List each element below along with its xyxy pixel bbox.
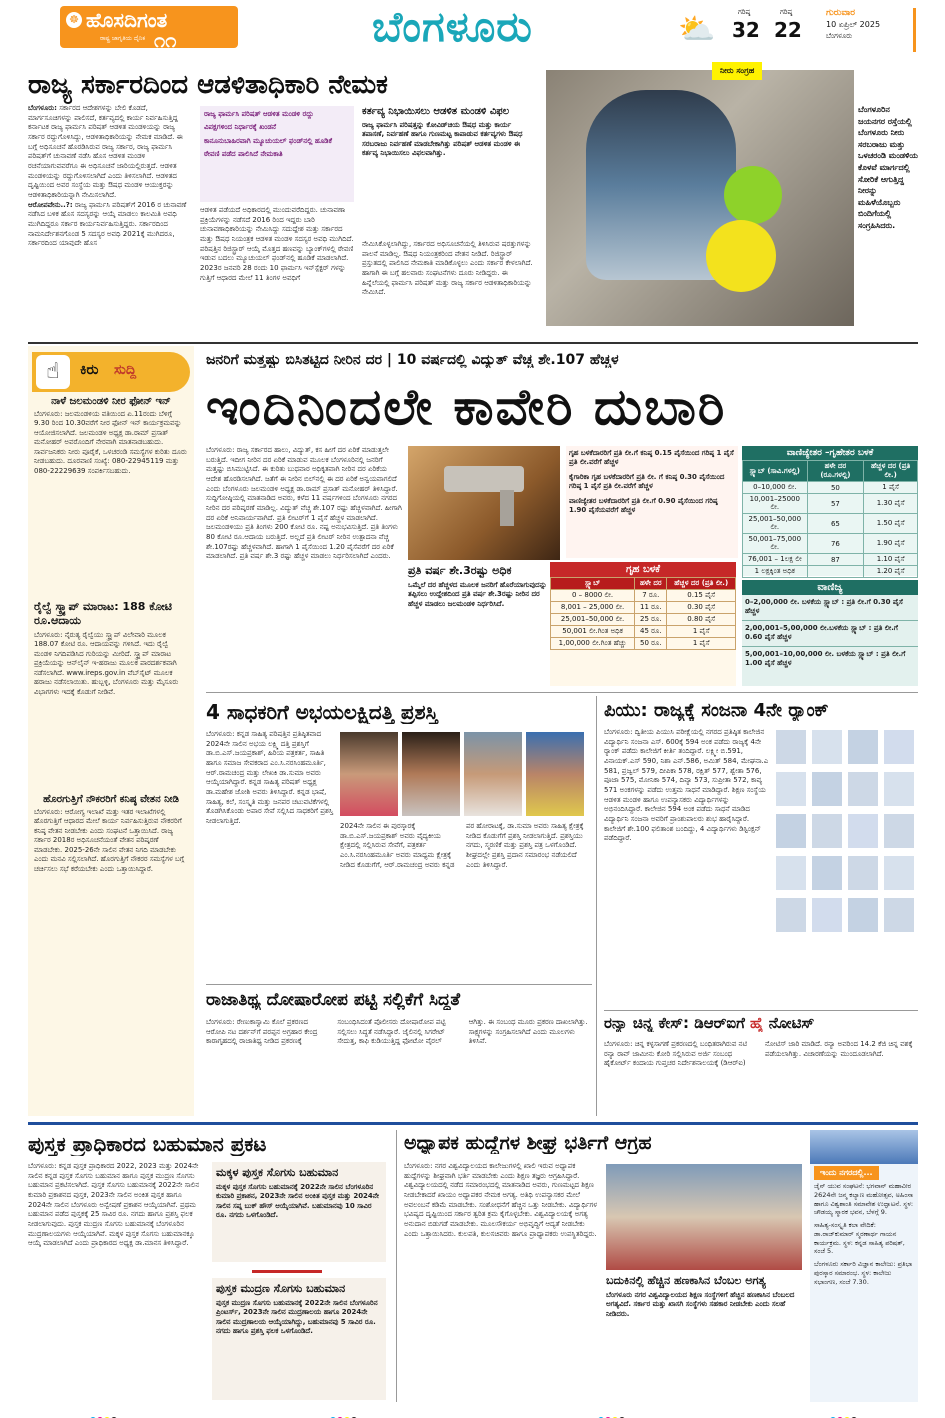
- puc-body: ಬೆಂಗಳೂರು: ದ್ವಿತೀಯ ಪಿಯುಸಿ ಪರೀಕ್ಷೆಯಲ್ಲಿ ನಗರದ ಪ್ರತಿಷ್ಠಿತ ಕಾಲೇಜಿನ ವಿದ್ಯಾರ್ಥಿನಿ ಸಂಜನಾ ಎಸ್. 600ಕ್ಕೆ 594 ಅಂಕ ಪಡೆದು ರಾಜ್ಯಕ್ಕೆ 4ನೇ ರ‍್ಯಾಂಕ್ ಪಡೆದು ಕಾಲೇಜಿಗೆ ಕೀರ್ತಿ ತಂದಿದ್ದಾರೆ. ಲಕ್ಷ್ಮೀ ಬಿ.591, ವಿನಾಯಕ್.ಎಸ್ 590, ನಿಶಾ ಎನ್.586, ಅಮಿತ್ 584, ಮೇಘನಾ.ಎ 581, ಪ್ರಜ್ವಲ್ 579, ದೀಪಿಕಾ 578, ರಕ್ಷಿತ್ 577, ಶ್ವೇತಾ 576, ಪೂಜಾ 575, ಮೋನಿಕಾ 574, ದಿವ್ಯಾ 573, ಸುಪ್ರೀತಾ 572, ಕಾವ್ಯ 571 ಅಂಕಗಳನ್ನು ಪಡೆದು ಉತ್ತಮ ಸಾಧನೆ ಮಾಡಿದ್ದಾರೆ. ಶಿಕ್ಷಣ ಸಂಸ್ಥೆಯ ಆಡಳಿತ ಮಂಡಳಿ ಹಾಗೂ ಉಪನ್ಯಾಸಕರು ವಿದ್ಯಾರ್ಥಿಗಳನ್ನು ಅಭಿನಂದಿಸಿದ್ದಾರೆ. ಕಾಲೇಜಿನ 594 ಅಂಕ ಪಡೆದು ಸಾಧನೆ ಮಾಡಿದ ವಿದ್ಯಾರ್ಥಿನಿ ಸಂಜನಾ ಅವರಿಗೆ ಪ್ರಾಂಶುಪಾಲರು ಶುಭ ಹಾರೈಸಿದ್ದಾರೆ. ಕಾಲೇಜಿಗೆ ಶೇ.100 ಫಲಿತಾಂಶ ಬಂದಿದ್ದು, 4 ವಿದ್ಯಾರ್ಥಿಗಳು ಡಿಸ್ಟಿಂಕ್ಷನ್ ಪಡೆದಿದ್ದಾರೆ.: [604, 728, 769, 843]
- min-label: ಗರಿಷ್ಠ: [780, 8, 793, 16]
- commercial-box: [742, 580, 918, 686]
- kirusuddi-header: [32, 352, 190, 392]
- student-photo: [812, 730, 842, 764]
- divider: [28, 1122, 918, 1125]
- table-row: [551, 602, 736, 614]
- commercial-item: 2,00,001–5,00,000 ಲೀ.ಬಳಕೆಯ ಸ್ಲ್ಯಾಬ್ : ಪ್ರತಿ ಲೀ.ಗೆ 0.60 ಪೈಸೆ ಹೆಚ್ಚಳ: [742, 621, 918, 647]
- list-item: ಜೈನ್ ಯುವ ಸಂಘಟನೆ: ಭಗವಾನ್ ಮಹಾವೀರ 2624ನೇ ಜನ್ಮ ಕಲ್ಯಾಣ ಮಹೋತ್ಸವ, ಅಹಿಂಸಾ ಹಾಗೂ ವಿಶ್ವಶಾಂತಿ ಸಮಾವೇಶ ಉದ್ಘಾಟನೆ. ಸ್ಥಳ: ಚೌಡಯ್ಯ ಸ್ಮಾರಕ ಭವನ, ಬೆಳಗ್ಗೆ 9.: [814, 1182, 914, 1217]
- yellow-pot: [706, 220, 776, 292]
- table-row: [551, 626, 736, 638]
- nondomestic-title: ವಾಣಿಜ್ಯೇತರ –ಗೃಹೇತರ ಬಳಕೆ: [742, 446, 918, 460]
- cell: [807, 566, 864, 578]
- portrait-photo: [402, 732, 460, 816]
- col-header: ಹಳೇ ದರ: [635, 578, 667, 590]
- brief-body: ಬೆಂಗಳೂರು: ನೈರುತ್ಯ ರೈಲ್ವೆಯು ಸ್ಕ್ರ್ಯಾಪ್ ವಿಲೇವಾರಿ ಮೂಲಕ 188.07 ಕೋಟಿ ರೂ. ಆದಾಯವನ್ನು ಗಳಿಸಿದೆ. ಇದು ರೈಲ್ವೆ ಮಂಡಳಿ ನಿಗದಿಪಡಿಸಿದ ಗುರಿಯನ್ನು ಮೀರಿದೆ. ಸ್ಕ್ರ್ಯಾಪ್ ಮಾರಾಟ ಪ್ರಕ್ರಿಯೆಯನ್ನು ಆನ್‌ಲೈನ್ ಇ-ಹರಾಜು ಮೂಲಕ ಪಾರದರ್ಶಕವಾಗಿ ನಡೆಸಲಾಗಿದೆ. www.ireps.gov.in ವೆಬ್‌ಸೈಟ್ ಮೂಲಕ ಹರಾಜು ನಡೆಸಲಾಯಿತು. ಹುಬ್ಬಳ್ಳಿ, ಬೆಂಗಳೂರು ಮತ್ತು ಮೈಸೂರು ವಿಭಾಗಗಳು ಇದಕ್ಕೆ ಕೊಡುಗೆ ನೀಡಿವೆ.: [34, 631, 179, 696]
- dateline: ಬೆಂಗಳೂರು:: [28, 104, 57, 112]
- annual-body: ಒಮ್ಮೆಲೆ ದರ ಹೆಚ್ಚಳದ ಮೂಲಕ ಜನರಿಗೆ ಹೊರೆಯಾಗುವುದನ್ನು ತಪ್ಪಿಸಲು ಉದ್ದೇಶದಿಂದ ಪ್ರತಿ ವರ್ಷ ಶೇ.3ರಷ್ಟು ನೀರಿನ ದರ ಹೆಚ್ಚಳ ಮಾಡಲು ಜಲಮಂಡಳಿ ನಿರ್ಧರಿಸಿದೆ.: [408, 581, 547, 608]
- commercial-item: 5,00,001–10,00,000 ಲೀ. ಬಳಕೆಯ ಸ್ಲ್ಯಾಬ್ : ಪ್ರತಿ ಲೀ.ಗೆ 1.00 ಪೈಸೆ ಹೆಚ್ಚಳ: [745, 649, 906, 668]
- green-pot: [724, 166, 782, 224]
- annual-title: ಪ್ರತಿ ವರ್ಷ ಶೇ.3ರಷ್ಟು ಅಧಿಕ: [408, 564, 512, 577]
- divider: [604, 1010, 918, 1011]
- portrait-photo: [526, 732, 584, 816]
- cell: 1 ಪೈಸೆ: [864, 482, 918, 494]
- cell: 87: [807, 554, 864, 566]
- col-header: ಹೆಚ್ಚಳ ದರ (ಪ್ರತಿ ಲೀ.): [667, 578, 736, 590]
- registration-dots-right: [598, 1408, 626, 1418]
- tap-photo: [408, 446, 560, 560]
- table-row: [551, 590, 736, 602]
- brand-b: ಸುದ್ದಿ: [114, 362, 137, 378]
- domestic-table-box: [550, 562, 736, 686]
- water-photo: [546, 70, 854, 326]
- student-photo: [812, 856, 842, 890]
- domestic-title: ಗೃಹ ಬಳಕೆ: [550, 562, 736, 577]
- place: ಬೆಂಗಳೂರು: [826, 32, 853, 40]
- cell: 1.30 ಪೈಸೆ: [864, 494, 918, 514]
- cell: 8,001 – 25,000 ಲೀ.: [551, 602, 635, 614]
- student-photo: [776, 772, 806, 806]
- student-photo: [884, 772, 914, 806]
- sub-label: ಆರೋಪವೇನು..?:: [28, 200, 73, 209]
- date-block: [826, 8, 916, 52]
- domestic-table: [550, 577, 736, 650]
- brief-title: ರೈಲ್ವೆ ಸ್ಕ್ರ್ಯಾಪ್ ಮಾರಾಟ: 188 ಕೋಟಿ ರೂ.ಆದಾಯ: [34, 600, 172, 627]
- col-header: ಹಳೇ ದರ (ರೂ.ಗಳಲ್ಲಿ): [807, 461, 864, 482]
- student-photo: [776, 898, 806, 932]
- cell: 50: [807, 482, 864, 494]
- box1-title: ಮಕ್ಕಳ ಪುಸ್ತಕ ಸೊಗಸು ಬಹುಮಾನ: [216, 1166, 339, 1179]
- bullet-item: ರಾಜ್ಯ ಫಾರ್ಮಸಿ ಪರಿಷತ್ ಆಡಳಿತ ಮಂಡಳಿ ರದ್ದು: [204, 110, 314, 118]
- lead-kicker: ಜನರಿಗೆ ಮತ್ತಷ್ಟು ಬಿಸಿತಟ್ಟಿದ ನೀರಿನ ದರ | 10 ವರ್ಷದಲ್ಲಿ ವಿದ್ಯುತ್ ವೆಚ್ಚ ಶೇ.107 ಹೆಚ್ಚಳ: [206, 352, 619, 368]
- ranya-headline-b: ಹೈ: [750, 1014, 764, 1032]
- divider: [206, 692, 918, 693]
- cell: 0.30 ಪೈಸೆ: [667, 602, 736, 614]
- logo-block: [60, 6, 238, 48]
- finger-icon: ☝: [36, 355, 70, 389]
- city-skyline: [810, 1130, 918, 1164]
- cell: 0.80 ಪೈಸೆ: [667, 614, 736, 626]
- student-photo: [848, 730, 878, 764]
- story1-headline: ರಾಜ್ಯ ಸರ್ಕಾರದಿಂದ ಆಡಳಿತಾಧಿಕಾರಿ ನೇಮಕ: [28, 70, 388, 100]
- table-row: [743, 482, 918, 494]
- cell: 25 ರೂ.: [635, 614, 667, 626]
- book-headline: ಪುಸ್ತಕ ಪ್ರಾಧಿಕಾರದ ಬಹುಮಾನ ಪ್ರಕಟ: [28, 1132, 267, 1156]
- logo-tagline: ರಾಷ್ಟ್ರ ಜಾಗೃತಿಯ ದೈನಿಕ: [100, 35, 146, 42]
- cell: 25,001–50,000 ಲೀ.: [551, 614, 635, 626]
- table-row: [743, 534, 918, 554]
- award-photos: [340, 732, 584, 818]
- ranya-headline: [604, 1014, 918, 1032]
- student-photo: [848, 898, 878, 932]
- teacher-inset: [606, 1274, 802, 1402]
- page-number: ೧೧: [154, 28, 177, 52]
- brief-body: ಬೆಂಗಳೂರು: ಆರೋಗ್ಯ ಇಲಾಖೆ ಮತ್ತು ಇತರ ಇಲಾಖೆಗಳಲ್ಲಿ ಹೊರಗುತ್ತಿಗೆ ಆಧಾರದ ಮೇಲೆ ಕಾರ್ಯ ನಿರ್ವಹಿಸುತ್ತಿರುವ ನೌಕರರಿಗೆ ಕನಿಷ್ಠ ವೇತನ ನೀಡಬೇಕು ಎಂದು ಸಂಘಟನೆ ಒತ್ತಾಯಿಸಿದೆ. ರಾಜ್ಯ ಸರ್ಕಾರ 2018ರ ಅಧಿಸೂಚನೆಯಂತೆ ವೇತನ ಪರಿಷ್ಕರಣೆ ಮಾಡಬೇಕು. 2025-26ನೇ ಸಾಲಿನ ವೇತನ ನಿಗದಿ ಮಾಡಬೇಕು ಎಂದು ಮನವಿ ಸಲ್ಲಿಸಲಾಗಿದೆ. ಹೊರಗುತ್ತಿಗೆ ನೌಕರರ ಸಮಸ್ಯೆಗಳ ಬಗ್ಗೆ ಚರ್ಚಿಸಲು ಸಭೆ ಕರೆಯಬೇಕು ಎಂದು ಒತ್ತಾಯಿಸಿದ್ದಾರೆ.: [34, 808, 185, 873]
- cell: 65: [807, 514, 864, 534]
- ranya-headline-c: ನೋಟಿಸ್: [768, 1014, 815, 1032]
- cell: 50,001–75,000 ಲೀ.: [743, 534, 808, 554]
- tap-icon: [444, 466, 524, 492]
- date: 10 ಏಪ್ರಿಲ್ 2025: [826, 20, 881, 29]
- col-header: ಸ್ಲ್ಯಾಬ್: [551, 578, 635, 590]
- brief-3: [34, 794, 188, 1112]
- box2-body: ಪುಸ್ತಕ ಮುದ್ರಣ ಸೊಗಸು ಬಹುಮಾನಕ್ಕೆ 2022ನೇ ಸಾಲಿನ ಬೆಂಗಳೂರಿನ ಪ್ರಿಂಟರ್ಸ್, 2023ನೇ ಸಾಲಿನ ಮುದ್ರಣಾಲಯ ಹಾಗೂ 2024ನೇ ಸಾಲಿನ ಮುದ್ರಣಾಲಯ ಆಯ್ಕೆಯಾಗಿದ್ದು, ಬಹುಮಾನವು 5 ಸಾವಿರ ರೂ. ನಗದು ಹಾಗೂ ಪ್ರಶಸ್ತಿ ಫಲಕ ಒಳಗೊಂಡಿದೆ.: [216, 1299, 378, 1336]
- annual-box: [408, 564, 548, 684]
- student-photo: [884, 730, 914, 764]
- puc-headline: ಪಿಯು: ರಾಜ್ಯಕ್ಕೆ ಸಂಜನಾ 4ನೇ ರ‍್ಯಾಂಕ್: [604, 700, 829, 721]
- photo-caption: ಬೆಂಗಳೂರಿನ ಜಯನಗರ ರಸ್ತೆಯಲ್ಲಿ ಬೆಂಗಳೂರು ನೀರು ಸರಬರಾಜು ಮತ್ತು ಒಳಚರಂಡಿ ಮಂಡಳಿಯ ಕೊಳವೆ ಮಾರ್ಗದಲ್ಲಿ ಸೋರಿಕೆ ಆಗುತ್ತಿದ್ದ ನೀರನ್ನು ಮಹಿಳೆಯೊಬ್ಬರು ಬಿಂದಿಗೆಯಲ್ಲಿ ಸಂಗ್ರಹಿಸಿದರು.: [858, 105, 918, 230]
- book-box-1: [212, 1162, 386, 1262]
- cell: 1.10 ಪೈಸೆ: [864, 554, 918, 566]
- photo-tag: ನೀರು ಸಂಗ್ರಹ: [712, 62, 762, 80]
- cell: 1.90 ಪೈಸೆ: [864, 534, 918, 554]
- cell: 1,00,000 ಲೀ.ಗಿಂತ ಹೆಚ್ಚು: [551, 638, 635, 650]
- student-photo: [884, 856, 914, 890]
- cell: 76: [807, 534, 864, 554]
- story1-body-left: [28, 104, 192, 340]
- cell: 45 ರೂ.: [635, 626, 667, 638]
- lead-headline: ಇಂದಿನಿಂದಲೇ ಕಾವೇರಿ ದುಬಾರಿ: [206, 378, 727, 436]
- student-photo: [884, 898, 914, 932]
- registration-dots-left: [90, 1408, 118, 1418]
- today-title: ಇಂದು ನಗರದಲ್ಲಿ...: [814, 1166, 879, 1180]
- student-photo: [812, 814, 842, 848]
- weather-block: [676, 8, 808, 52]
- story1-text-left: ಸರ್ಕಾರದ ಆದೇಶಗಳನ್ನು ಬೇಲಿ ಕೊಡದೆ, ಮಾರ್ಗಸೂಚಿಗಳನ್ನು ಪಾಲಿಸದೆ, ಕರ್ತವ್ಯದಲ್ಲಿ ಕಾರ್ಯ ನಿರ್ವಹಿಸುತ್ತಿದ್ದ ಕರ್ನಾಟಕ ರಾಜ್ಯ ಫಾರ್ಮಸಿ ಪರಿಷತ್ ಆಡಳಿತ ಮಂಡಳಿಯನ್ನು ರಾಜ್ಯ ಸರ್ಕಾರ ರದ್ದುಗೊಳಿಸಿದ್ದು, ಆಡಳಿತಾಧಿಕಾರಿಯನ್ನು ನೇಮಕ ಮಾಡಿದೆ. ಈ ಬಗ್ಗೆ ಅಧಿಸೂಚನೆ ಹೊರಡಿಸಿರುವ ರಾಜ್ಯ ಸರ್ಕಾರ, ರಾಜ್ಯ ಫಾರ್ಮಸಿ ಪರಿಷತ್‌ಗೆ ಚುನಾವಣೆ ನಡೆಸಿ ಹೊಸ ಆಡಳಿತ ಮಂಡಳಿ ರಚನೆಯಾಗುವವರೆಗೂ ಈ ಅಧಿಸೂಚನೆ ಜಾರಿಯಲ್ಲಿರುತ್ತದೆ. ಆಡಳಿತ ಮಂಡಳಿಯನ್ನು ರದ್ದುಗೊಳಿಸಲಾಗಿದೆ ಎಂದು ತಿಳಿಸಲಾಗಿದೆ. ಆಡಳಿತದ ದೃಷ್ಟಿಯಿಂದ ಅವರ ಸಂಸ್ಥೆಯ ಮತ್ತು ಔಷಧ ಮಂಡಳಿ ಆಯುಕ್ತರನ್ನು ಆಡಳಿತಾಧಿಕಾರಿಯನ್ನಾಗಿ ನೇಮಿಸಲಾಗಿದೆ.: [28, 104, 183, 199]
- brief-title: ನಾಳೆ ಜಲಮಂಡಳಿ ನೀರ ಫೋನ್ ಇನ್: [51, 396, 171, 407]
- bullet-item: ವಾಣಿಜ್ಯೇತರ ಬಳಕೆದಾರರಿಗೆ ಪ್ರತಿ ಲೀ.ಗೆ 0.90 ಪೈಸೆಯಿಂದ ಗರಿಷ್ಠ 1.90 ಪೈಸೆಯವರೆಗೆ ಹೆಚ್ಚಳ: [569, 496, 718, 515]
- book-body: ಬೆಂಗಳೂರು: ಕನ್ನಡ ಪುಸ್ತಕ ಪ್ರಾಧಿಕಾರದ 2022, 2023 ಮತ್ತು 2024ನೇ ಸಾಲಿನ ಕನ್ನಡ ಪುಸ್ತಕ ಸೊಗಸು ಬಹುಮಾನ ಹಾಗೂ ಪುಸ್ತಕ ಮುದ್ರಣ ಸೊಗಸು ಬಹುಮಾನ ಪ್ರಕಟಿಸಲಾಗಿದೆ. ಪುಸ್ತಕ ಸೊಗಸು ಬಹುಮಾನಕ್ಕೆ 2022ನೇ ಸಾಲಿನ ಕುಮಾರಿ ಪ್ರಕಾಶನದ ಪುಸ್ತಕ, 2023ನೇ ಸಾಲಿನ ಅಂಕಿತ ಪುಸ್ತಕ ಹಾಗೂ 2024ನೇ ಸಾಲಿನ ಬೆಂಗಳೂರು ಅನ್ವೇಷಣೆ ಪ್ರಕಾಶನ ಆಯ್ಕೆಯಾಗಿವೆ. ಪ್ರಥಮ ಬಹುಮಾನ ಪಡೆದ ಪುಸ್ತಕಕ್ಕೆ 25 ಸಾವಿರ ರೂ. ನಗದು ಹಾಗೂ ಪ್ರಶಸ್ತಿ ಫಲಕ ನೀಡಲಾಗುವುದು. ಪುಸ್ತಕ ಮುದ್ರಣ ಸೊಗಸು ಬಹುಮಾನಕ್ಕೆ ಬೆಂಗಳೂರಿನ ಮುದ್ರಣಾಲಯಗಳು ಆಯ್ಕೆಯಾಗಿವೆ. ಮಕ್ಕಳ ಪುಸ್ತಕ ಸೊಗಸು ಬಹುಮಾನಕ್ಕೂ ಆಯ್ಕೆ ಮಾಡಲಾಗಿದೆ ಎಂದು ಪ್ರಾಧಿಕಾರದ ಅಧ್ಯಕ್ಷ ಡಾ.ಮಾನಸ ತಿಳಿಸಿದ್ದಾರೆ.: [28, 1162, 200, 1248]
- table-row: [743, 554, 918, 566]
- bullet-item: ಠೇವಣಿ ಪಡೆದ ಪಾಲಿಸಿದೆ ನೇಮಕಾತಿ: [204, 150, 283, 159]
- tap-spout: [500, 490, 514, 526]
- red-rule: [252, 1270, 322, 1273]
- side-body: ರಾಜ್ಯ ಫಾರ್ಮಸಿ ಪರಿಷತ್ತನ್ನು ಕೋವಿಡ್‌ಚಿಯ ಔಷಧ ಮತ್ತು ಕಾರ್ಯ ತಪಾಸಣೆ, ನಿರ್ವಹಣೆ ಹಾಗೂ ಗುಣಮಟ್ಟ ಕಾಪಾಡುವ ಕರ್ತವ್ಯಗಳು ಔಷಧ ಸರಬರಾಜು ನಿರ್ವಹಣೆ ಮಾಡಬೇಕಾಗಿತ್ತು ಪರಿಷತ್ ಆಡಳಿತ ಮಂಡಳಿ ಈ ಕರ್ತವ್ಯ ನಿಭಾಯಿಸಲು ವಿಫಲವಾಗಿತ್ತು.: [362, 121, 523, 158]
- lead-bullets: [566, 446, 738, 558]
- max-label: ಗರಿಷ್ಠ: [738, 8, 751, 16]
- column-rule: [396, 1130, 397, 1402]
- cell: 1.20 ಪೈಸೆ: [864, 566, 918, 578]
- ranya-body: ಬೆಂಗಳೂರು: ಚಿನ್ನ ಕಳ್ಳಸಾಗಣೆ ಪ್ರಕರಣದಲ್ಲಿ ಬಂಧಿತರಾಗಿರುವ ನಟಿ ರನ್ಯಾ ರಾವ್ ಜಾಮೀನು ಕೋರಿ ಸಲ್ಲಿಸಿರುವ ಅರ್ಜಿ ಸಂಬಂಧ ಹೈಕೋರ್ಟ್ ಕಂದಾಯ ಗುಪ್ತಚರ ನಿರ್ದೇಶನಾಲಯಕ್ಕೆ (ಡಿಆರ್‌ಐ) ನೋಟಿಸ್ ಜಾರಿ ಮಾಡಿದೆ. ರನ್ಯಾ ಅವರಿಂದ 14.2 ಕೆಜಿ ಚಿನ್ನ ವಶಕ್ಕೆ ಪಡೆಯಲಾಗಿತ್ತು. ವಿಚಾರಣೆಯನ್ನು ಮುಂದೂಡಲಾಗಿದೆ.: [604, 1040, 913, 1068]
- divider: [206, 984, 592, 985]
- column-rule: [596, 696, 597, 1116]
- cell: 76,001 – 1ಲಕ್ಷ ಲೀ: [743, 554, 808, 566]
- portrait-photo: [464, 732, 522, 816]
- masthead: [0, 0, 945, 60]
- nondomestic-table: [742, 460, 918, 578]
- cell: 0–10,000 ಲೀ.: [743, 482, 808, 494]
- award-headline: 4 ಸಾಧಕರಿಗೆ ಅಭಯಲಕ್ಷ್ಮಿದತ್ತಿ ಪ್ರಶಸ್ತಿ: [206, 700, 438, 724]
- student-photo: [812, 898, 842, 932]
- col-header: ಹೆಚ್ಚಳ ದರ (ಪ್ರತಿ ಲೀ.): [864, 461, 918, 482]
- today-box: [810, 1130, 918, 1402]
- story1-side-box: [362, 106, 534, 236]
- list-item: ಸಾಹಿತ್ಯ-ಸಂಸ್ಕೃತಿ ಕಲಾ ವೇದಿಕೆ: ಡಾ.ರಾಜ್‌ಕುಮಾರ್ ಸ್ಮರಣಾರ್ಥ ಗಾಯನ ಕಾರ್ಯಕ್ರಮ. ಸ್ಥಳ: ಕನ್ನಡ ಸಾಹಿತ್ಯ ಪರಿಷತ್, ಸಂಜೆ 5.: [814, 1221, 905, 1256]
- student-photo: [812, 772, 842, 806]
- kirusuddi-column: [28, 346, 194, 1116]
- student-photo: [848, 856, 878, 890]
- student-photo: [776, 730, 806, 764]
- student-photo: [776, 856, 806, 890]
- side-title: ಕರ್ತವ್ಯ ನಿಭಾಯಿಸಲು ಆಡಳಿತ ಮಂಡಳಿ ವಿಫಲ: [362, 106, 510, 117]
- teacher-body: ಬೆಂಗಳೂರು: ನಗರ ವಿಶ್ವವಿದ್ಯಾಲಯದ ಕಾಲೇಜುಗಳಲ್ಲಿ ಖಾಲಿ ಇರುವ ಅಧ್ಯಾಪಕ ಹುದ್ದೆಗಳನ್ನು ಶೀಘ್ರವಾಗಿ ಭರ್ತಿ ಮಾಡಬೇಕು ಎಂದು ಶಿಕ್ಷಣ ತಜ್ಞರು ಆಗ್ರಹಿಸಿದ್ದಾರೆ. ವಿಶ್ವವಿದ್ಯಾಲಯದಲ್ಲಿ ನಡೆದ ಸಮಾರಂಭದಲ್ಲಿ ಮಾತನಾಡಿದ ಅವರು, ಗುಣಮಟ್ಟದ ಶಿಕ್ಷಣ ನೀಡಬೇಕಾದರೆ ಖಾಯಂ ಅಧ್ಯಾಪಕರ ನೇಮಕ ಅಗತ್ಯ. ಅತಿಥಿ ಉಪನ್ಯಾಸಕರ ಮೇಲೆ ಅವಲಂಬನೆ ಕಡಿಮೆ ಮಾಡಬೇಕು. ಸಂಶೋಧನೆಗೆ ಹೆಚ್ಚಿನ ಒತ್ತು ನೀಡಬೇಕು. ವಿದ್ಯಾರ್ಥಿಗಳ ಭವಿಷ್ಯದ ದೃಷ್ಟಿಯಿಂದ ಸರ್ಕಾರ ತ್ವರಿತ ಕ್ರಮ ಕೈಗೊಳ್ಳಬೇಕು. ವಿಶ್ವವಿದ್ಯಾಲಯಕ್ಕೆ ಅಗತ್ಯ ಅನುದಾನ ಬಿಡುಗಡೆ ಮಾಡಬೇಕು. ಮೂಲಸೌಕರ್ಯ ಅಭಿವೃದ್ಧಿಗೆ ಆದ್ಯತೆ ನೀಡಬೇಕು ಎಂದು ಒತ್ತಾಯಿಸಿದರು. ಕುಲಪತಿ, ಕುಲಸಚಿವರು ಹಾಗೂ ಪ್ರಾಧ್ಯಾಪಕರು ಉಪಸ್ಥಿತರಿದ್ದರು.: [404, 1162, 598, 1238]
- cell: 1 ಲಕ್ಷಕ್ಕಿಂತ ಅಧಿಕ: [743, 566, 808, 578]
- award-body-b: 2024ನೇ ಸಾಲಿನ ಈ ಪುರಸ್ಕಾರಕ್ಕೆ ಡಾ.ಬಿ.ಎಸ್.ಜಯಪ್ರಕಾಶ್ ಅವರು ವೈದ್ಯಕೀಯ ಕ್ಷೇತ್ರದಲ್ಲಿ ಸಲ್ಲಿಸಿರುವ ಸೇವೆಗೆ, ಪತ್ರಕರ್ತ ಎಂ.ಸಿ.ನರಸಿಂಹಮೂರ್ತಿ ಅವರು ಮಾಧ್ಯಮ ಕ್ಷೇತ್ರಕ್ಕೆ ನೀಡಿದ ಕೊಡುಗೆಗೆ, ಆರ್.ರಾಮಚಂದ್ರ ಅವರು ಕನ್ನಡ ಪರ ಹೋರಾಟಕ್ಕೆ, ಡಾ.ಸುಮಾ ಅವರು ಸಾಹಿತ್ಯ ಕ್ಷೇತ್ರಕ್ಕೆ ನೀಡಿದ ಕೊಡುಗೆಗೆ ಪ್ರಶಸ್ತಿ ನೀಡಲಾಗುತ್ತಿದೆ. ಪ್ರಶಸ್ತಿಯು ನಗದು, ಸ್ಮರಣಿಕೆ ಮತ್ತು ಪ್ರಶಸ್ತಿ ಪತ್ರ ಒಳಗೊಂಡಿದೆ. ಶೀಘ್ರದಲ್ಲೇ ಪ್ರಶಸ್ತಿ ಪ್ರದಾನ ಸಮಾರಂಭ ನಡೆಯಲಿದೆ ಎಂದು ತಿಳಿಸಿದ್ದಾರೆ.: [340, 822, 584, 869]
- student-photo-grid: [774, 728, 918, 938]
- registration-dots-mid: [330, 1408, 358, 1418]
- commercial-item: 0–2,00,000 ಲೀ. ಬಳಕೆಯ ಸ್ಲ್ಯಾಬ್ : ಪ್ರತಿ ಲೀ.ಗೆ 0.30 ಪೈಸೆ ಹೆಚ್ಚಳ: [742, 595, 918, 621]
- feud-headline: ರಾಜಾತಿಥ್ಯ ದೋಷಾರೋಪ ಪಟ್ಟಿ ಸಲ್ಲಿಕೆಗೆ ಸಿದ್ಧತೆ: [206, 990, 461, 1010]
- cell: 1.50 ಪೈಸೆ: [864, 514, 918, 534]
- inset-body: ಬೆಂಗಳೂರು ನಗರ ವಿಶ್ವವಿದ್ಯಾಲಯದ ಶಿಕ್ಷಣ ಸಂಸ್ಥೆಗಳಿಗೆ ಹೆಚ್ಚಿನ ಹಣಕಾಸಿನ ಬೆಂಬಲದ ಅಗತ್ಯವಿದೆ. ಸರ್ಕಾರ ಮತ್ತು ಖಾಸಗಿ ಸಂಸ್ಥೆಗಳು ಸಹಕಾರ ನೀಡಬೇಕು ಎಂದು ಸಲಹೆ ನೀಡಿದರು.: [606, 1291, 795, 1318]
- table-row: [743, 494, 918, 514]
- bullet-item: ವಿಪಕ್ಷಗಳಿಂದ ನಿರ್ಧಾರಕ್ಕೆ ಖಂಡನೆ: [204, 123, 277, 132]
- book-box-2: [212, 1278, 386, 1400]
- max-temp: 32: [732, 18, 760, 42]
- story1-text-left2: ರಾಜ್ಯ ಫಾರ್ಮಸಿ ಪರಿಷತ್‌ಗೆ 2016 ರ ಚುನಾವಣೆ ನಡೆಸಿದ ಬಳಿಕ ಹೊಸ ಸದಸ್ಯರನ್ನು ಆಯ್ಕೆ ಮಾಡಲು ಕಾಲಮಿತಿ ಅವಧಿ ಮುಗಿದಿದ್ದರೂ ಸರ್ಕಾರ ಕಾರ್ಯನಿರ್ವಹಿಸುತ್ತಿದ್ದರು. ಸರ್ಕಾರದಿಂದ ನಾಮನಿರ್ದೇಶನಗೊಂಡ 5 ಸದಸ್ಯರ ಅವಧಿ 2021ಕ್ಕೆ ಮುಗಿದರೂ, ಸರ್ಕಾರದಿಂದ ಯಾವುದೇ ಹೊಸ: [28, 200, 187, 248]
- teacher-headline: ಅಧ್ಯಾಪಕ ಹುದ್ದೆಗಳ ಶೀಘ್ರ ಭರ್ತಿಗೆ ಆಗ್ರಹ: [404, 1132, 652, 1154]
- student-photo: [848, 814, 878, 848]
- city-title: ಬೆಂಗಳೂರು: [372, 2, 533, 51]
- cell: 0 – 8000 ಲೀ.: [551, 590, 635, 602]
- logo-icon: ☸: [66, 12, 82, 28]
- student-photo: [776, 814, 806, 848]
- award-body-a: ಬೆಂಗಳೂರು: ಕನ್ನಡ ಸಾಹಿತ್ಯ ಪರಿಷತ್ತಿನ ಪ್ರತಿಷ್ಠಿತವಾದ 2024ನೇ ಸಾಲಿನ ಅಭಯ ಲಕ್ಷ್ಮಿ ದತ್ತಿ ಪ್ರಶಸ್ತಿಗೆ ಡಾ.ಬಿ.ಎಸ್.ಜಯಪ್ರಕಾಶ್, ಹಿರಿಯ ಪತ್ರಕರ್ತ, ಸಾಹಿತಿ ಹಾಗೂ ಸಮಾಜ ಸೇವಕರಾದ ಎಂ.ಸಿ.ನರಸಿಂಹಮೂರ್ತಿ, ಆರ್.ರಾಮಚಂದ್ರ ಮತ್ತು ಲೇಖಕಿ ಡಾ.ಸುಮಾ ಅವರು ಆಯ್ಕೆಯಾಗಿದ್ದಾರೆ. ಕನ್ನಡ ಸಾಹಿತ್ಯ ಪರಿಷತ್ ಅಧ್ಯಕ್ಷ ಡಾ.ಮಹೇಶ ಜೋಶಿ ಅವರು ತಿಳಿಸಿದ್ದಾರೆ. ಕನ್ನಡ ಭಾಷೆ, ಸಾಹಿತ್ಯ, ಕಲೆ, ಸಂಸ್ಕೃತಿ ಮತ್ತು ಜನಪರ ಚಟುವಟಿಕೆಗಳಲ್ಲಿ ತೊಡಗಿಸಿಕೊಂಡು ಅಪಾರ ಸೇವೆ ಸಲ್ಲಿಸಿದ ಸಾಧಕರಿಗೆ ಪ್ರಶಸ್ತಿ ನೀಡಲಾಗುತ್ತಿದೆ.: [206, 730, 334, 825]
- teacher-photo: [606, 1164, 802, 1270]
- bullet-item: ಕಾನೂನುಬಾಹಿರವಾಗಿ ಮ್ಯೂಚುಯಲ್ ಫಂಡ್‌ನಲ್ಲಿ ಹೂಡಿಕೆ: [204, 136, 333, 145]
- box2-title: ಪುಸ್ತಕ ಮುದ್ರಣ ಸೊಗಸು ಬಹುಮಾನ: [216, 1282, 346, 1295]
- bullet-item: ಗೃಹ ಬಳಕೆದಾರರಿಗೆ ಪ್ರತಿ ಲೀ.ಗೆ ಕನಿಷ್ಠ 0.15 ಪೈಸೆಯಿಂದ ಗರಿಷ್ಠ 1 ಪೈಸೆ ಪ್ರತಿ ಲೀ.ವರೆಗೆ ಹೆಚ್ಚಳ: [569, 449, 734, 467]
- registration-dots-far: [830, 1408, 858, 1418]
- feud-body: ಬೆಂಗಳೂರು: ರೇಣುಕಾಸ್ವಾಮಿ ಕೊಲೆ ಪ್ರಕರಣದ ಆರೋಪಿ ನಟ ದರ್ಶನ್‌ಗೆ ಪರಪ್ಪನ ಅಗ್ರಹಾರ ಕೇಂದ್ರ ಕಾರಾಗೃಹದಲ್ಲಿ ರಾಜಾತಿಥ್ಯ ನೀಡಿದ ಪ್ರಕರಣಕ್ಕೆ ಸಂಬಂಧಿಸಿದಂತೆ ಪೊಲೀಸರು ದೋಷಾರೋಪ ಪಟ್ಟಿ ಸಲ್ಲಿಸಲು ಸಿದ್ಧತೆ ನಡೆಸಿದ್ದಾರೆ. ಜೈಲಿನಲ್ಲಿ ಸಿಗರೇಟ್ ಸೇದುತ್ತ, ಕಾಫಿ ಕುಡಿಯುತ್ತಿದ್ದ ಫೋಟೋ ವೈರಲ್ ಆಗಿತ್ತು. ಈ ಸಂಬಂಧ ಮೂರು ಪ್ರಕರಣ ದಾಖಲಾಗಿತ್ತು. ಸಾಕ್ಷ್ಯಗಳನ್ನು ಸಂಗ್ರಹಿಸಲಾಗಿದೆ ಎಂದು ಮೂಲಗಳು ತಿಳಿಸಿವೆ.: [206, 1018, 588, 1046]
- inset-title: ಬದುಕಿನಲ್ಲಿ ಹೆಚ್ಚಿನ ಹಣಕಾಸಿನ ಬೆಂಬಲ ಅಗತ್ಯ: [606, 1274, 766, 1287]
- commercial-title: ವಾಣಿಜ್ಯ: [742, 580, 918, 595]
- cell: 1 ಪೈಸೆ: [667, 638, 736, 650]
- table-row: [743, 566, 918, 578]
- cell: 50 ರೂ.: [635, 638, 667, 650]
- min-temp: 22: [774, 18, 802, 42]
- sun-cloud-icon: ⛅: [678, 12, 716, 47]
- brief-2: [34, 600, 188, 790]
- cell: 0.15 ಪೈಸೆ: [667, 590, 736, 602]
- cell: 25,001–50,000 ಲೀ.: [743, 514, 808, 534]
- box1-body: ಮಕ್ಕಳ ಪುಸ್ತಕ ಸೊಗಸು ಬಹುಮಾನಕ್ಕೆ 2022ನೇ ಸಾಲಿನ ಬೆಂಗಳೂರಿನ ಕುಮಾರಿ ಪ್ರಕಾಶನ, 2023ನೇ ಸಾಲಿನ ಅಂಕಿತ ಪುಸ್ತಕ ಮತ್ತು 2024ನೇ ಸಾಲಿನ ಸಪ್ನ ಬುಕ್ ಹೌಸ್ ಆಯ್ಕೆಯಾಗಿವೆ. ಬಹುಮಾನವು 10 ಸಾವಿರ ರೂ. ನಗದು ಒಳಗೊಂಡಿದೆ.: [216, 1183, 379, 1220]
- story1-bullets: [200, 106, 354, 202]
- cell: 50,001 ಲೀ.ಗಿಂತ ಅಧಿಕ: [551, 626, 635, 638]
- table-row: [551, 638, 736, 650]
- bullet-item: ಕೈಗಾರಿಕಾ ಗೃಹ ಬಳಕೆದಾರರಿಗೆ ಪ್ರತಿ ಲೀ. ಗೆ ಕನಿಷ್ಠ 0.30 ಪೈಸೆಯಿಂದ ಗರಿಷ್ಠ 1 ಪೈಸೆ ಪ್ರತಿ ಲೀ.ವರೆಗೆ ಹೆಚ್ಚಳ: [569, 472, 725, 491]
- brief-body: ಬೆಂಗಳೂರು: ಜಲಮಂಡಳಿಯ ವತಿಯಿಂದ ಏ.11ರಂದು ಬೆಳಿಗ್ಗೆ 9.30 ರಿಂದ 10.30ವರೆಗೆ ನೀರ ಫೋನ್ ಇನ್ ಕಾರ್ಯಕ್ರಮವನ್ನು ಆಯೋಜಿಸಲಾಗಿದೆ. ಜಲಮಂಡಳಿ ಅಧ್ಯಕ್ಷ ಡಾ.ರಾಮ್ ಪ್ರಸಾತ್ ಮನೋಹರ್ ಅವರೊಂದಿಗೆ ನೇರವಾಗಿ ಮಾತನಾಡಬಹುದು. ಸಾರ್ವಜನಿಕರು ನೀರು ಪೂರೈಕೆ, ಒಳಚರಂಡಿ ಸಮಸ್ಯೆಗಳ ಕುರಿತು ದೂರು ನೀಡಬಹುದು. ದೂರವಾಣಿ ಸಂಖ್ಯೆ: 080-22945119 ಮತ್ತು 080-22229639 ಸಂಪರ್ಕಿಸಬಹುದು.: [34, 410, 187, 475]
- brief-title: ಹೊರಗುತ್ತಿಗೆ ನೌಕರರಿಗೆ ಕನಿಷ್ಠ ವೇತನ ನೀಡಿ: [43, 794, 179, 805]
- col-header: ಸ್ಲ್ಯಾಬ್ (ಸಾವಿ.ಗಳಲ್ಲಿ): [743, 461, 808, 482]
- table-row: [551, 614, 736, 626]
- cell: 7 ರೂ.: [635, 590, 667, 602]
- table-row: [743, 514, 918, 534]
- brand-a: ಕಿರು: [80, 362, 99, 378]
- cell: 57: [807, 494, 864, 514]
- cell: 10,001–25000 ಲೀ.: [743, 494, 808, 514]
- day: ಗುರುವಾರ: [826, 8, 856, 18]
- logo-text: ಹೊಸದಿಗಂತ: [86, 8, 168, 32]
- nondomestic-table-box: [742, 446, 918, 576]
- student-photo: [884, 814, 914, 848]
- list-item: ಬೆಂಗಳೂರು ಸರ್ಕಾರಿ ವಿಜ್ಞಾನ ಕಾಲೇಜು: ಪ್ರತಿಭಾ ಪುರಸ್ಕಾರ ಸಮಾರಂಭ. ಸ್ಥಳ: ಕಾಲೇಜು ಸಭಾಂಗಣ, ಸಂಜೆ 7.30.: [814, 1260, 913, 1286]
- cell: 1 ಪೈಸೆ: [667, 626, 736, 638]
- story1-body-mid: ಆಡಳಿತ ಪಡೆಯದೆ ಅಧಿಕಾರದಲ್ಲಿ ಮುಂದುವರೆದಿದ್ದರು. ಚುನಾವಣಾ ಪ್ರಕ್ರಿಯೆಗಳನ್ನು ನಡೆಸದೆ 2016 ರಿಂದ ಇದ್ದರು ಬಾರಿ ಚುನಾವಣಾಧಿಕಾರಿಯನ್ನು ನೇಮಿಸಿದ್ದು ಸದುದ್ದೇಶ ಮತ್ತು ಸರ್ಕಾರದ ಮತ್ತು ಔಷಧ ನಿಯಂತ್ರಕ ಆಡಳಿತ ಮಂಡಳಿ ಸದಸ್ಯರ ಅವಧಿ ಮುಗಿದಿದೆ. ಪರಿಷತ್ತಿನ ರಿಜಿಸ್ಟ್ರಾರ್ ಆಯ್ಕೆ ಮೊತ್ತದ ಹಣವನ್ನು ಬ್ಯಾಂಕ್‌ಗಳಲ್ಲಿ ಠೇವಣಿ ಇಡುವ ಬದಲು ಮ್ಯೂಚುಯಲ್ ಫಂಡ್‌ನಲ್ಲಿ ಹೂಡಿಕೆ ಮಾಡಲಾಗಿದೆ. 2023ರ ಜನವರಿ 28 ರಂದು 10 ಫಾರ್ಮಸಿ ಇನ್‌ಸ್ಪೆಕ್ಟರ್ ಗಳನ್ನು ಗುತ್ತಿಗೆ ಆಧಾರದ ಮೇಲೆ 11 ತಿಂಗಳ ಅವಧಿಗೆ: [200, 206, 354, 282]
- cell: 11 ರೂ.: [635, 602, 667, 614]
- today-list: [814, 1182, 914, 1398]
- student-photo: [848, 772, 878, 806]
- story1-body-right: ನೇಮಿಸಿಕೊಳ್ಳಲಾಗಿದ್ದು, ಸರ್ಕಾರದ ಅಧಿಸೂಚನೆಯಲ್ಲಿ ತಿಳಿಸಿರುವ ಷರತ್ತುಗಳನ್ನು ಪಾಲನೆ ಮಾಡಿಲ್ಲ. ಔಷಧ ನಿಯಂತ್ರಕರಿಂದ ವೇತನ ನೀಡಿದೆ. ರಿಜಿಸ್ಟ್ರಾರ್ ಪ್ರಸ್ತುತದಲ್ಲಿ ಪಾಲಿಸಿದ ನೇಮಕಾತಿ ಮಾಡಿಕೊಳ್ಳಲು ಎಂದು ಸರ್ಕಾರ ಕೇಳಲಾಗಿದೆ. ಹಾಗಾಗಿ ಈ ಬಗ್ಗೆ ಹಲವಾರು ಸಂಘಟನೆಗಳು ದೂರು ನೀಡಿದ್ದರು. ಈ ಹಿನ್ನೆಲೆಯಲ್ಲಿ ಫಾರ್ಮಸಿ ಪರಿಷತ್ ಮತ್ತು ರಾಜ್ಯ ಸರ್ಕಾರ ಆಡಳಿತಾಧಿಕಾರಿಯನ್ನು ನೇಮಿಸಿದೆ.: [362, 240, 533, 297]
- portrait-photo: [340, 732, 398, 816]
- divider: [28, 342, 918, 344]
- lead-body: ಬೆಂಗಳೂರು: ರಾಜ್ಯ ಸರ್ಕಾರದ ಹಾಲು, ವಿದ್ಯುತ್, ಕಸ ಹೀಗೆ ದರ ಏರಿಕೆ ಮಾಡುತ್ತಲೇ ಬರುತ್ತಿದೆ. ಇದೀಗ ನೀರಿನ ದರ ಏರಿಕೆ ಮಾಡುವ ಮೂಲಕ ಬೆಂಗಳೂರಿನಲ್ಲಿ ಜನರಿಗೆ ಮತ್ತಷ್ಟು ಬಿಸಿಮುಟ್ಟಿಸಿದೆ. ಈ ಕುರಿತು ಬುಧವಾರ ಅಧಿಕೃತವಾಗಿ ನೀರಿನ ದರ ಏರಿಕೆಯ ಆದೇಶ ಹೊರಡಿಸಲಾಗಿದೆ. ಜತೆಗೆ ಈ ನೀರಿನ ಬಿಲ್‌ನಲ್ಲಿ ಈ ದರ ಏರಿಕೆ ಅನ್ವಯವಾಗಲಿದೆ ಎಂದು ಬೆಂಗಳೂರು ಜಲಮಂಡಳಿ ಅಧ್ಯಕ್ಷ ಡಾ.ರಾಮ್ ಪ್ರಸಾತ್ ಮನೋಹರ್ ತಿಳಿಸಿದ್ದಾರೆ. ಸುದ್ದಿಗೋಷ್ಠಿಯಲ್ಲಿ ಮಾತನಾಡಿದ ಅವರು, ಕಳೆದ 11 ವರ್ಷಗಳಿಂದ ಬೆಂಗಳೂರು ನಗರದ ನೀರಿನ ದರ ಪರಿಷ್ಕರಣೆ ಮಾಡಿಲ್ಲ. ವಿದ್ಯುತ್ ವೆಚ್ಚ ಶೇ.107 ರಷ್ಟು ಹೆಚ್ಚಳವಾಗಿದೆ. ಹೀಗಾಗಿ ದರ ಏರಿಕೆ ಅನಿವಾರ್ಯವಾಗಿದೆ. ಪ್ರತಿ ಲೀಟರ್‌ಗೆ 1 ಪೈಸೆ ಹೆಚ್ಚಳ ಮಾಡಲಾಗಿದೆ. ಜಲಮಂಡಳಿಯು ಪ್ರತಿ ತಿಂಗಳು 200 ಕೋಟಿ ರೂ. ನಷ್ಟ ಅನುಭವಿಸುತ್ತಿದೆ. ಪ್ರತಿ ತಿಂಗಳು 80 ಕೋಟಿ ರೂ.ಆದಾಯ ಬರುತ್ತಿದೆ. ಅಲ್ಲದೆ ಪ್ರತಿ ಲೀಟರ್ ನೀರಿನ ಉತ್ಪಾದನಾ ವೆಚ್ಚ ಶೇ.107ರಷ್ಟು ಹೆಚ್ಚಳವಾಗಿದೆ. ಹಾಗಾಗಿ 1 ಪೈಸೆಯಿಂದ 1.20 ಪೈಸೆವರೆಗೆ ದರ ಏರಿಕೆ ಮಾಡಲಾಗಿದೆ. ಪ್ರತಿ ವರ್ಷ ಶೇ.3 ರಷ್ಟು ಹೆಚ್ಚಳ ಮಾಡಲು ನಿರ್ಧರಿಸಲಾಗಿದೆ ಎಂದರು.: [206, 446, 402, 561]
- ranya-headline-a: ರನ್ಯಾ ಚಿನ್ನ ಕೇಸ್: ಡಿಆರ್‌ಐಗೆ: [604, 1014, 745, 1032]
